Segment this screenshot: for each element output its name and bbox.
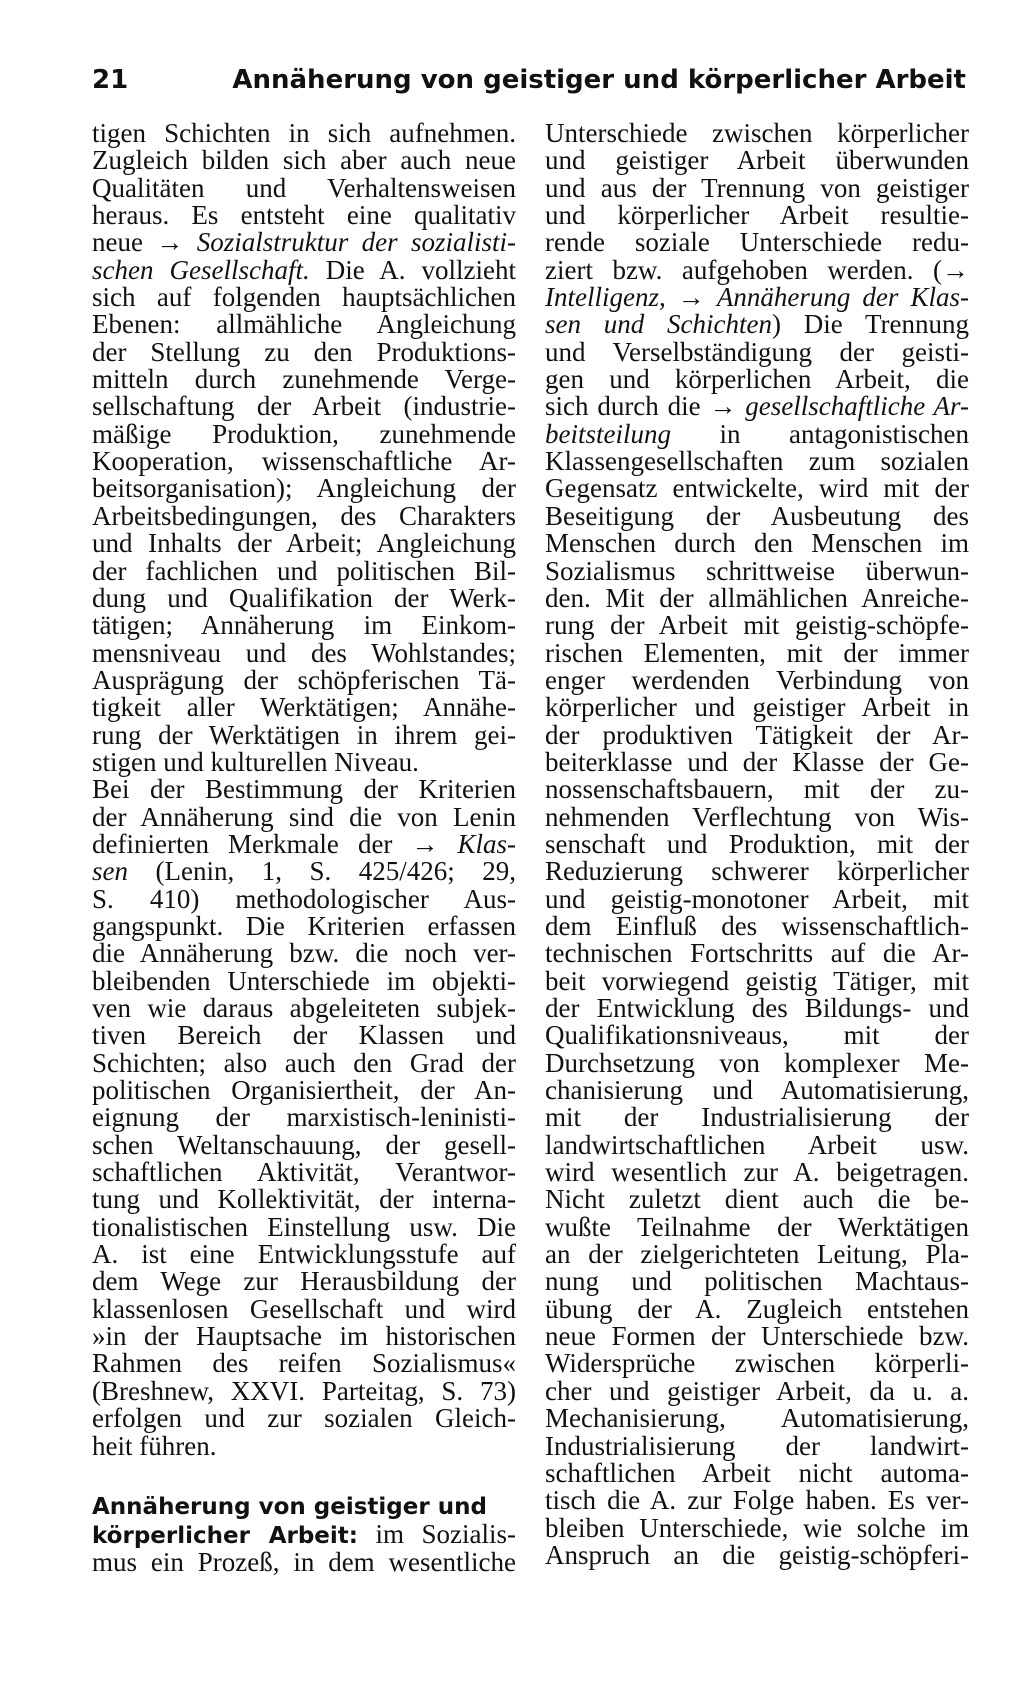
text-line: und aus der Trennung von geistiger [545,172,969,203]
text-line: die Annäherung bzw. die noch ver- [92,938,516,969]
text-line: dem Einfluß des wissenschaftlich- [545,910,969,941]
text-line: tung und Kollektivität, der interna- [92,1184,516,1215]
cross-reference: Annäherung der Klas- [716,282,969,313]
text-line: cher und geistiger Arbeit, da u. a. [545,1375,969,1406]
entry-heading-line [92,1521,516,1548]
cross-reference: schen Gesellschaft. [92,254,310,285]
text-line: Gegensatz entwickelte, wird mit der [545,473,969,504]
text-line: beiterklasse und der Klasse der Ge- [545,746,969,777]
text-line: Klassengesellschaften zum sozialen [545,446,969,477]
text-line: sich auf folgenden hauptsächlichen [92,282,516,313]
text-line: Mechanisierung, Automatisierung, [545,1403,969,1434]
text-line: bleibenden Unterschiede im objekti- [92,965,516,996]
text-line: Nicht zuletzt dient auch die be- [545,1184,969,1215]
text-line: definierten Merkmale der → Klas- [92,828,516,859]
text-line: Zugleich bilden sich aber auch neue [92,145,516,176]
text-line: Ebenen: allmähliche Angleichung [92,309,516,340]
text-line: mit der Industrialisierung der [545,1102,969,1133]
page-number: 21 [92,65,129,95]
cross-reference: Klas- [457,828,516,859]
text-line: beitsteilung in antagonistischen [545,418,969,449]
text-line: landwirtschaftlichen Arbeit usw. [545,1129,969,1160]
text-line: mus ein Prozeß, in dem wesentliche [92,1546,516,1577]
text-line: dung und Qualifikation der Werk- [92,582,516,613]
cross-reference: sen und Schichten [545,309,772,340]
text-line: Ausprägung der schöpferischen Tä- [92,664,516,695]
text-line: und Verselbständigung der geisti- [545,336,969,367]
text-line: Menschen durch den Menschen im [545,528,969,559]
text-line: Qualitäten und Verhaltensweisen [92,172,516,203]
text-line: Widersprüche zwischen körperli- [545,1348,969,1379]
text-line: tätigen; Annäherung im Einkom- [92,610,516,641]
text-line: Unterschiede zwischen körperlicher [545,118,969,148]
text-line: tigkeit aller Werktätigen; Annähe- [92,692,516,723]
text-line: der Annäherung sind die von Lenin [92,801,516,832]
text-line: beit vorwiegend geistig Tätiger, mit [545,965,969,996]
text-line: schaftlichen Aktivität, Verantwor- [92,1157,516,1188]
text-line: mitteln durch zunehmende Verge- [92,364,516,395]
text-line: mensniveau und des Wohlstandes; [92,637,516,668]
text-line: Sozialismus schrittweise überwun- [545,555,969,586]
text-line: »in der Hauptsache im historischen [92,1321,516,1352]
text-line: A. ist eine Entwicklungsstufe auf [92,1239,516,1270]
text-line: Kooperation, wissenschaftliche Ar- [92,446,516,477]
text-line: der produktiven Tätigkeit der Ar- [545,719,969,750]
text-line: und geistig-monotoner Arbeit, mit [545,883,969,914]
cross-reference: Intelligenz, [545,282,666,313]
text-line: dem Wege zur Herausbildung der [92,1266,516,1297]
text-line: tiven Bereich der Klassen und [92,1020,516,1051]
text-line: sellschaftung der Arbeit (industrie- [92,391,516,422]
paragraph-gap [92,1460,516,1494]
text-line: der Stellung zu den Produktions- [92,336,516,367]
text-line: nossenschaftsbauern, mit der zu- [545,774,969,805]
text-line: Intelligenz, → Annäherung der Klas- [545,282,969,313]
text-line: und geistiger Arbeit überwunden [545,145,969,176]
text-line: senschaft und Produktion, mit der [545,828,969,859]
cross-reference: gesellschaftliche Ar- [745,391,969,422]
text-line: enger werdenden Verbindung von [545,664,969,695]
text-line: Beseitigung der Ausbeutung des [545,500,969,531]
text-line: technischen Fortschritts auf die Ar- [545,938,969,969]
text-line: heraus. Es entsteht eine qualitativ [92,200,516,231]
text-line: sen und Schichten) Die Trennung [545,309,969,340]
text-line: tisch die A. zur Folge haben. Es ver- [545,1485,969,1516]
text-line: Durchsetzung von komplexer Me- [545,1047,969,1078]
text-line: und körperlicher Arbeit resultie- [545,200,969,231]
text-line: schen Gesellschaft. Die A. vollzieht [92,254,516,285]
text-line: rung der Arbeit mit geistig-schöpfe- [545,610,969,641]
text-line: der Entwicklung des Bildungs- und [545,993,969,1023]
text-line: mäßige Produktion, zunehmende [92,418,516,449]
cross-reference: beitsteilung [545,418,671,449]
text-line: politischen Organisiertheit, der An- [92,1075,516,1106]
text-line: rende soziale Unterschiede redu- [545,227,969,258]
entry-heading-line [92,1494,516,1521]
text-line: der fachlichen und politischen Bil- [92,555,516,586]
text-line: klassenlosen Gesellschaft und wird [92,1293,516,1324]
text-column-left [92,120,516,1576]
text-line: sich durch die → gesellschaftliche Ar- [545,391,969,422]
text-line: nung und politischen Machtaus- [545,1266,969,1297]
entry-heading: Annäherung von geistiger und [92,1493,487,1520]
text-line: körperlicher und geistiger Arbeit in [545,692,969,723]
text-line: Qualifikationsniveaus, mit der [545,1020,969,1051]
text-line: Reduzierung schwerer körperlicher [545,856,969,887]
text-line: Rahmen des reifen Sozialismus« [92,1348,516,1379]
text-line: neue → Sozialstruktur der sozialisti- [92,227,516,258]
text-line: ven wie daraus abgeleiteten subjek- [92,993,516,1023]
text-line: wußte Teilnahme der Werktätigen [545,1211,969,1242]
text-line: Schichten; also auch den Grad der [92,1047,516,1078]
cross-reference: sen [92,856,128,887]
text-line: gangspunkt. Die Kriterien erfassen [92,910,516,941]
text-line: stigen und kulturellen Niveau. [92,746,419,777]
text-line: Arbeitsbedingungen, des Charakters [92,500,516,531]
text-line: schen Weltanschauung, der gesell- [92,1129,516,1160]
text-line: erfolgen und zur sozialen Gleich- [92,1403,516,1434]
text-line: Industrialisierung der landwirt- [545,1430,969,1461]
text-line: neue Formen der Unterschiede bzw. [545,1321,969,1352]
text-line: sen (Lenin, 1, S. 425/426; 29, [92,856,516,887]
running-title: Annäherung von geistiger und körperlicher Arbeit [232,65,966,95]
text-line: wird wesentlich zur A. beigetragen. [545,1157,969,1188]
text-line: S. 410) methodologischer Aus- [92,883,516,914]
text-line: tigen Schichten in sich aufnehmen. [92,118,516,148]
text-line: an der zielgerichteten Leitung, Pla- [545,1239,969,1270]
text-line: bleiben Unterschiede, wie solche im [545,1512,969,1543]
text-line: und Inhalts der Arbeit; Angleichung [92,528,516,559]
text-line: ziert bzw. aufgehoben werden. (→ [545,254,969,285]
entry-text: im Sozialis- [358,1519,516,1550]
text-line: tionalistischen Einstellung usw. Die [92,1211,516,1242]
cross-reference: Sozialstruktur der sozialisti- [196,227,516,258]
text-line: Bei der Bestimmung der Kriterien [92,774,516,805]
entry-heading: körperlicher Arbeit: [92,1523,358,1550]
text-line: eignung der marxistisch-leninisti- [92,1102,516,1133]
text-line: rung der Werktätigen in ihrem gei- [92,719,516,750]
text-line: rischen Elementen, mit der immer [545,637,969,668]
text-line: chanisierung und Automatisierung, [545,1075,969,1106]
text-line: den. Mit der allmählichen Anreiche- [545,582,969,613]
text-column-right [545,120,969,1569]
text-line: beitsorganisation); Angleichung der [92,473,516,504]
text-line: heit führen. [92,1430,217,1461]
text-line: Anspruch an die geistig-schöpferi- [545,1539,969,1570]
text-line: übung der A. Zugleich entstehen [545,1293,969,1324]
text-line: schaftlichen Arbeit nicht automa- [545,1457,969,1488]
text-line: nehmenden Verflechtung von Wis- [545,801,969,832]
text-line: (Breshnew, XXVI. Parteitag, S. 73) [92,1375,516,1406]
text-line: gen und körperlichen Arbeit, die [545,364,969,395]
page-header [92,60,966,100]
